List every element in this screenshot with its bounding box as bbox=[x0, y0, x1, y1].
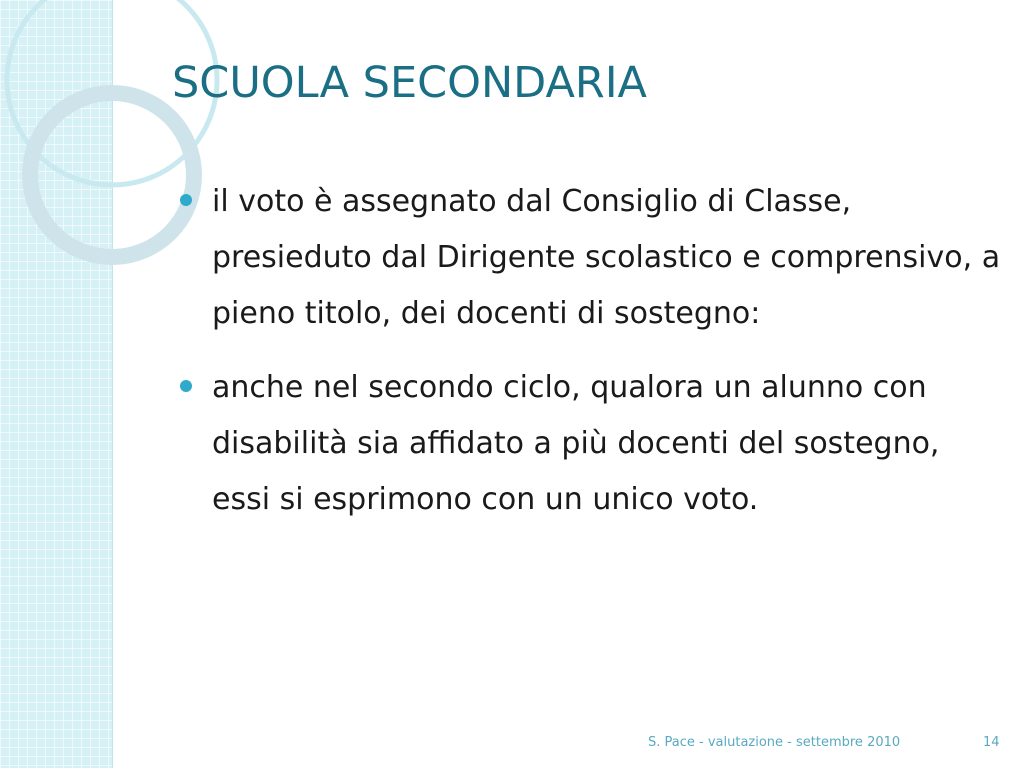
bullet-item bbox=[176, 360, 1006, 528]
bullet-dot-icon bbox=[180, 380, 192, 392]
page-number: 14 bbox=[983, 735, 1000, 750]
bullet-list bbox=[176, 174, 1006, 546]
bullet-text: anche nel secondo ciclo, qualora un alunno con disabilità sia affidato a più docenti del sostegno, essi si esprimono con un unico voto. bbox=[212, 370, 940, 517]
bullet-text: il voto è assegnato dal Consiglio di Classe, presieduto dal Dirigente scolastico e comprensivo, a pieno titolo, dei docenti di sostegno: bbox=[212, 184, 1001, 331]
decorative-ring-inner bbox=[30, 93, 194, 257]
slide-title: SCUOLA SECONDARIA bbox=[172, 58, 647, 108]
bullet-dot-icon bbox=[180, 194, 192, 206]
bullet-item bbox=[176, 174, 1006, 342]
slide-footer: S. Pace - valutazione - settembre 2010 bbox=[648, 735, 901, 750]
